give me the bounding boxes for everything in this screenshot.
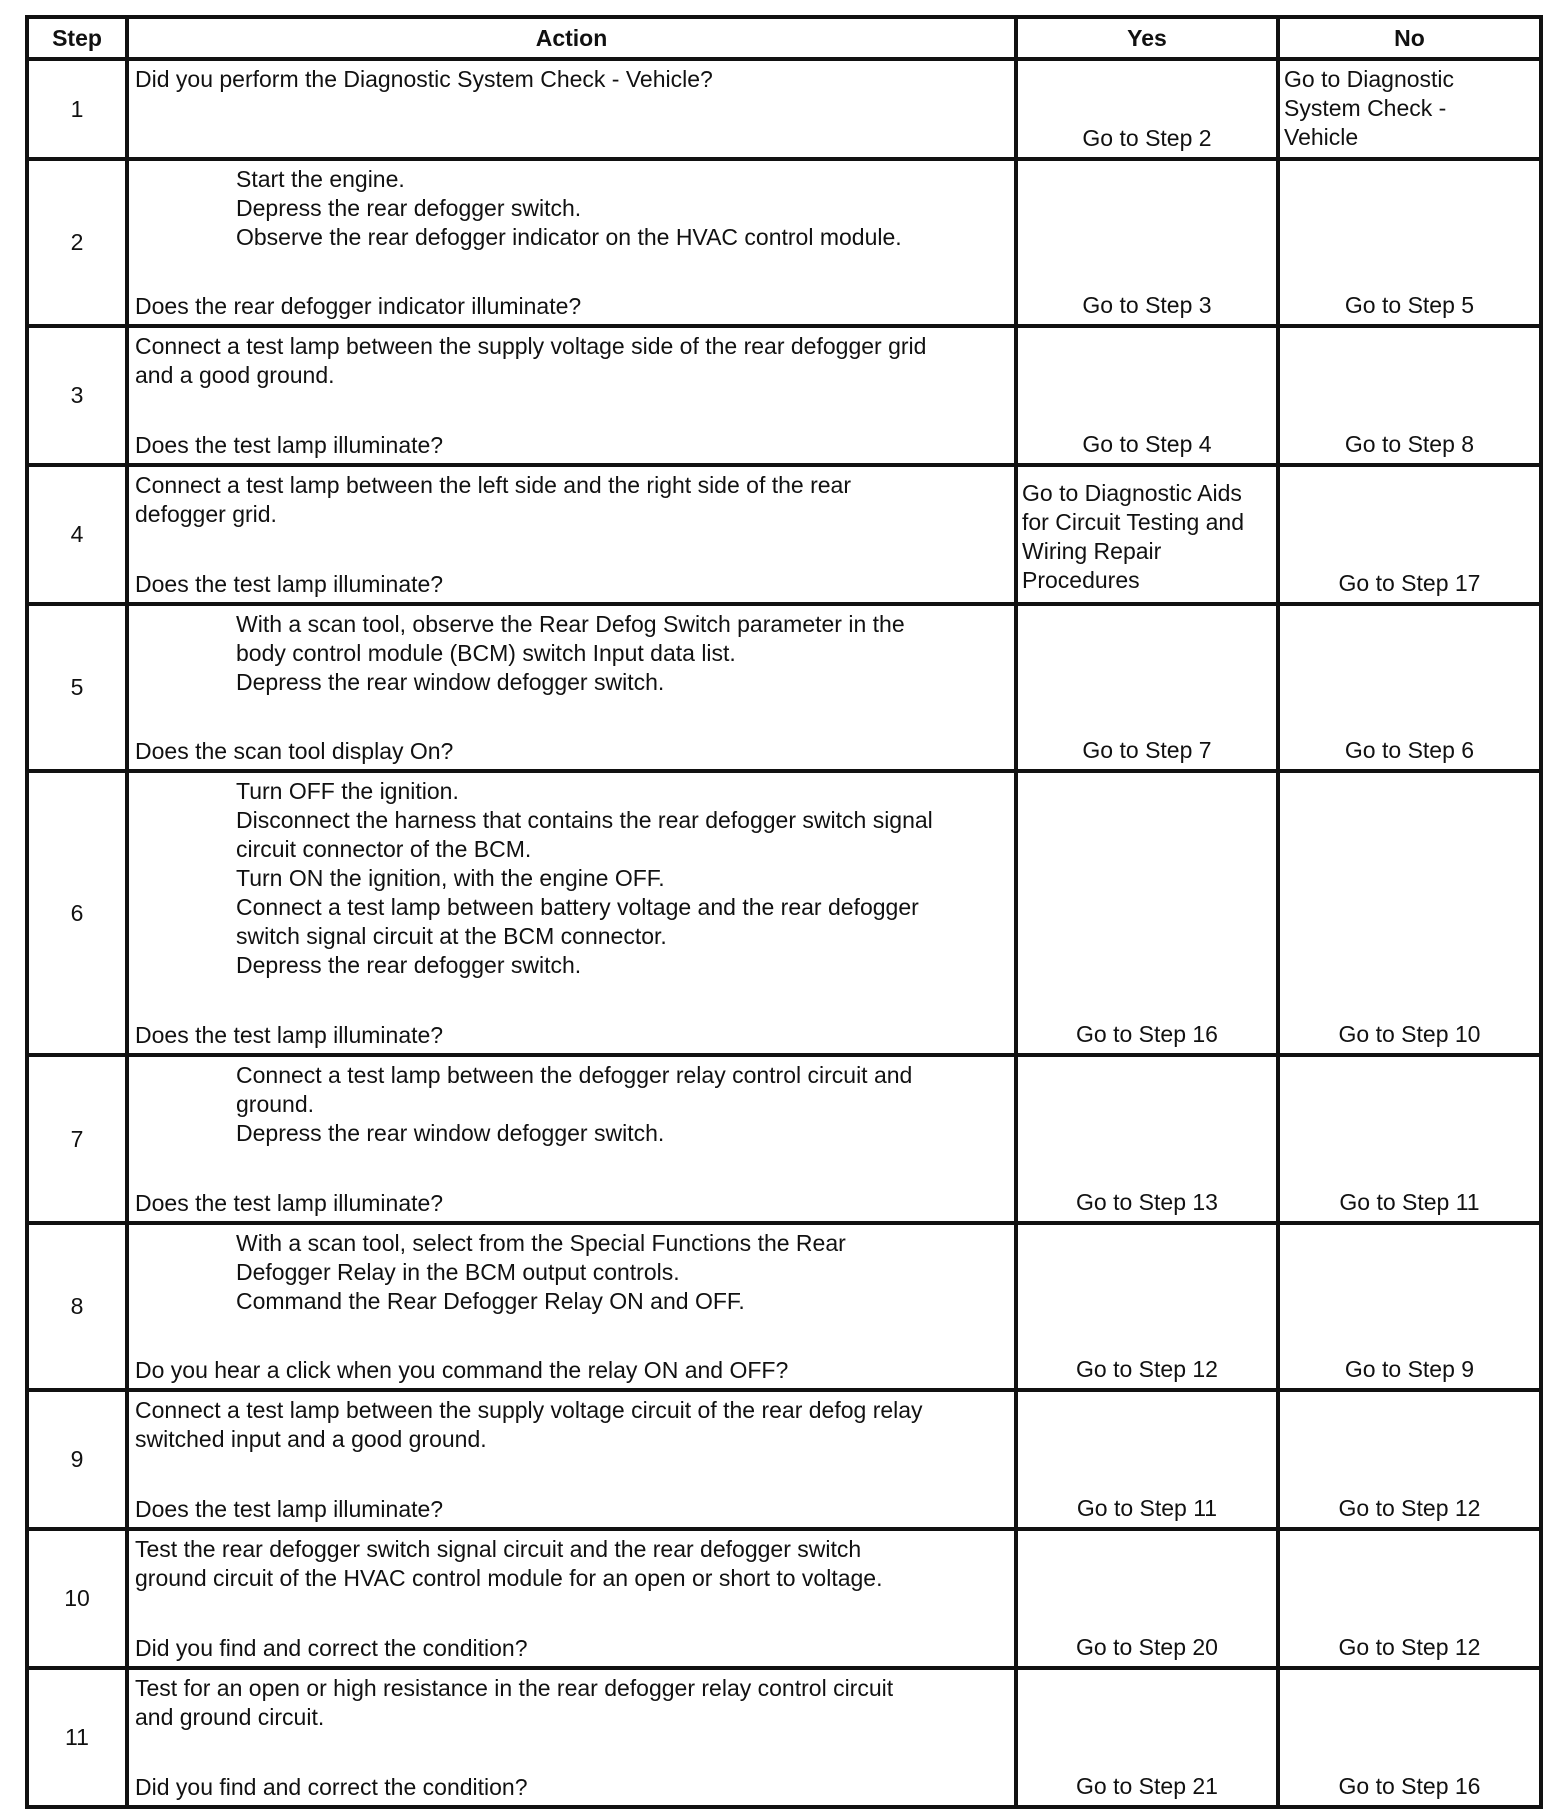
- action-line: Defogger Relay in the BCM output controls.: [236, 1259, 680, 1285]
- no-result: Go to Step 5: [1278, 159, 1541, 326]
- result-line: System Check -: [1284, 95, 1447, 121]
- table-row: [27, 1668, 1541, 1807]
- question-text: Does the test lamp illuminate?: [135, 1496, 444, 1522]
- action-cell: [127, 1390, 1016, 1529]
- header-yes: Yes: [1016, 17, 1278, 59]
- action-line: circuit connector of the BCM.: [236, 836, 532, 862]
- no-result: Go to Step 17: [1278, 465, 1541, 604]
- action-line: Depress the rear window defogger switch.: [236, 669, 665, 695]
- table-row: [27, 1390, 1541, 1529]
- yes-result: [1016, 465, 1278, 604]
- result-line: Procedures: [1022, 567, 1140, 593]
- yes-result: Go to Step 16: [1016, 771, 1278, 1055]
- step-number: 10: [27, 1529, 127, 1668]
- action-line: Depress the rear defogger switch.: [236, 195, 582, 221]
- result-line: Go to Diagnostic Aids: [1022, 480, 1242, 506]
- action-line: and a good ground.: [135, 362, 335, 388]
- action-line: Depress the rear window defogger switch.: [236, 1120, 665, 1146]
- question-text: Did you find and correct the condition?: [135, 1774, 528, 1800]
- table-row: [27, 326, 1541, 465]
- table-row: [27, 1529, 1541, 1668]
- result-line: Wiring Repair: [1022, 538, 1162, 564]
- question-text: Does the test lamp illuminate?: [135, 1190, 444, 1216]
- result-line: Go to Diagnostic: [1284, 66, 1455, 92]
- action-cell: [127, 1529, 1016, 1668]
- question-text: Do you hear a click when you command the relay ON and OFF?: [135, 1357, 789, 1383]
- step-number: 5: [27, 604, 127, 771]
- no-result: [1278, 59, 1541, 159]
- step-number: 4: [27, 465, 127, 604]
- table-row: [27, 604, 1541, 771]
- header-step: Step: [27, 17, 127, 59]
- action-line: Test for an open or high resistance in the rear defogger relay control circuit: [135, 1675, 894, 1701]
- question-text: Does the test lamp illuminate?: [135, 1022, 444, 1048]
- header-no: No: [1278, 17, 1541, 59]
- diagnostic-table: [25, 15, 1543, 1809]
- action-cell: [127, 1223, 1016, 1390]
- action-cell: [127, 326, 1016, 465]
- step-number: 1: [27, 59, 127, 159]
- step-number: 3: [27, 326, 127, 465]
- action-line: switched input and a good ground.: [135, 1426, 487, 1452]
- no-result: Go to Step 8: [1278, 326, 1541, 465]
- action-line: switch signal circuit at the BCM connector.: [236, 923, 667, 949]
- table-row: [27, 59, 1541, 159]
- action-line: and ground circuit.: [135, 1704, 325, 1730]
- header-action: Action: [127, 17, 1016, 59]
- yes-result: Go to Step 20: [1016, 1529, 1278, 1668]
- step-number: 9: [27, 1390, 127, 1529]
- yes-result: Go to Step 21: [1016, 1668, 1278, 1807]
- action-cell: [127, 1055, 1016, 1223]
- header-row: [27, 17, 1541, 59]
- yes-result: Go to Step 11: [1016, 1390, 1278, 1529]
- no-result: Go to Step 6: [1278, 604, 1541, 771]
- table-row: [27, 159, 1541, 326]
- yes-result: Go to Step 4: [1016, 326, 1278, 465]
- action-line: Connect a test lamp between the defogger relay control circuit and: [236, 1062, 913, 1088]
- action-line: Depress the rear defogger switch.: [236, 952, 582, 978]
- yes-result: Go to Step 7: [1016, 604, 1278, 771]
- action-line: Connect a test lamp between the supply voltage circuit of the rear defog relay: [135, 1397, 923, 1423]
- action-line: Command the Rear Defogger Relay ON and OFF.: [236, 1288, 745, 1314]
- action-cell: [127, 1668, 1016, 1807]
- action-line: Disconnect the harness that contains the rear defogger switch signal: [236, 807, 933, 833]
- action-line: Turn OFF the ignition.: [236, 778, 459, 804]
- result-line: Vehicle: [1284, 124, 1359, 150]
- no-result: Go to Step 10: [1278, 771, 1541, 1055]
- step-number: 2: [27, 159, 127, 326]
- action-line: Turn ON the ignition, with the engine OFF.: [236, 865, 665, 891]
- action-line: defogger grid.: [135, 501, 277, 527]
- no-result: Go to Step 12: [1278, 1390, 1541, 1529]
- action-line: Connect a test lamp between battery voltage and the rear defogger: [236, 894, 919, 920]
- action-cell: [127, 465, 1016, 604]
- result-line: for Circuit Testing and: [1022, 509, 1245, 535]
- action-line: With a scan tool, select from the Special Functions the Rear: [236, 1230, 846, 1256]
- action-cell: [127, 159, 1016, 326]
- action-line: body control module (BCM) switch Input data list.: [236, 640, 736, 666]
- step-number: 7: [27, 1055, 127, 1223]
- yes-result: Go to Step 12: [1016, 1223, 1278, 1390]
- action-line: ground circuit of the HVAC control module for an open or short to voltage.: [135, 1565, 883, 1591]
- no-result: Go to Step 16: [1278, 1668, 1541, 1807]
- question-text: Does the test lamp illuminate?: [135, 432, 444, 458]
- step-number: 11: [27, 1668, 127, 1807]
- question-text: Does the rear defogger indicator illuminate?: [135, 293, 582, 319]
- step-number: 6: [27, 771, 127, 1055]
- action-line: Connect a test lamp between the supply voltage side of the rear defogger grid: [135, 333, 927, 359]
- no-result: Go to Step 12: [1278, 1529, 1541, 1668]
- table-row: [27, 1223, 1541, 1390]
- action-line: Observe the rear defogger indicator on the HVAC control module.: [236, 224, 902, 250]
- table-row: [27, 771, 1541, 1055]
- table-row: [27, 465, 1541, 604]
- no-result: Go to Step 9: [1278, 1223, 1541, 1390]
- action-line: Start the engine.: [236, 166, 405, 192]
- question-text: Did you perform the Diagnostic System Check - Vehicle?: [135, 66, 713, 92]
- yes-result: Go to Step 3: [1016, 159, 1278, 326]
- step-number: 8: [27, 1223, 127, 1390]
- yes-result: Go to Step 13: [1016, 1055, 1278, 1223]
- question-text: Does the scan tool display On?: [135, 738, 454, 764]
- action-cell: [127, 604, 1016, 771]
- action-cell: [127, 59, 1016, 159]
- action-line: With a scan tool, observe the Rear Defog Switch parameter in the: [236, 611, 905, 637]
- action-cell: [127, 771, 1016, 1055]
- question-text: Did you find and correct the condition?: [135, 1635, 528, 1661]
- no-result: Go to Step 11: [1278, 1055, 1541, 1223]
- table-row: [27, 1055, 1541, 1223]
- action-line: Connect a test lamp between the left side and the right side of the rear: [135, 472, 851, 498]
- action-line: ground.: [236, 1091, 315, 1117]
- question-text: Does the test lamp illuminate?: [135, 571, 444, 597]
- yes-result: Go to Step 2: [1016, 59, 1278, 159]
- action-line: Test the rear defogger switch signal circuit and the rear defogger switch: [135, 1536, 862, 1562]
